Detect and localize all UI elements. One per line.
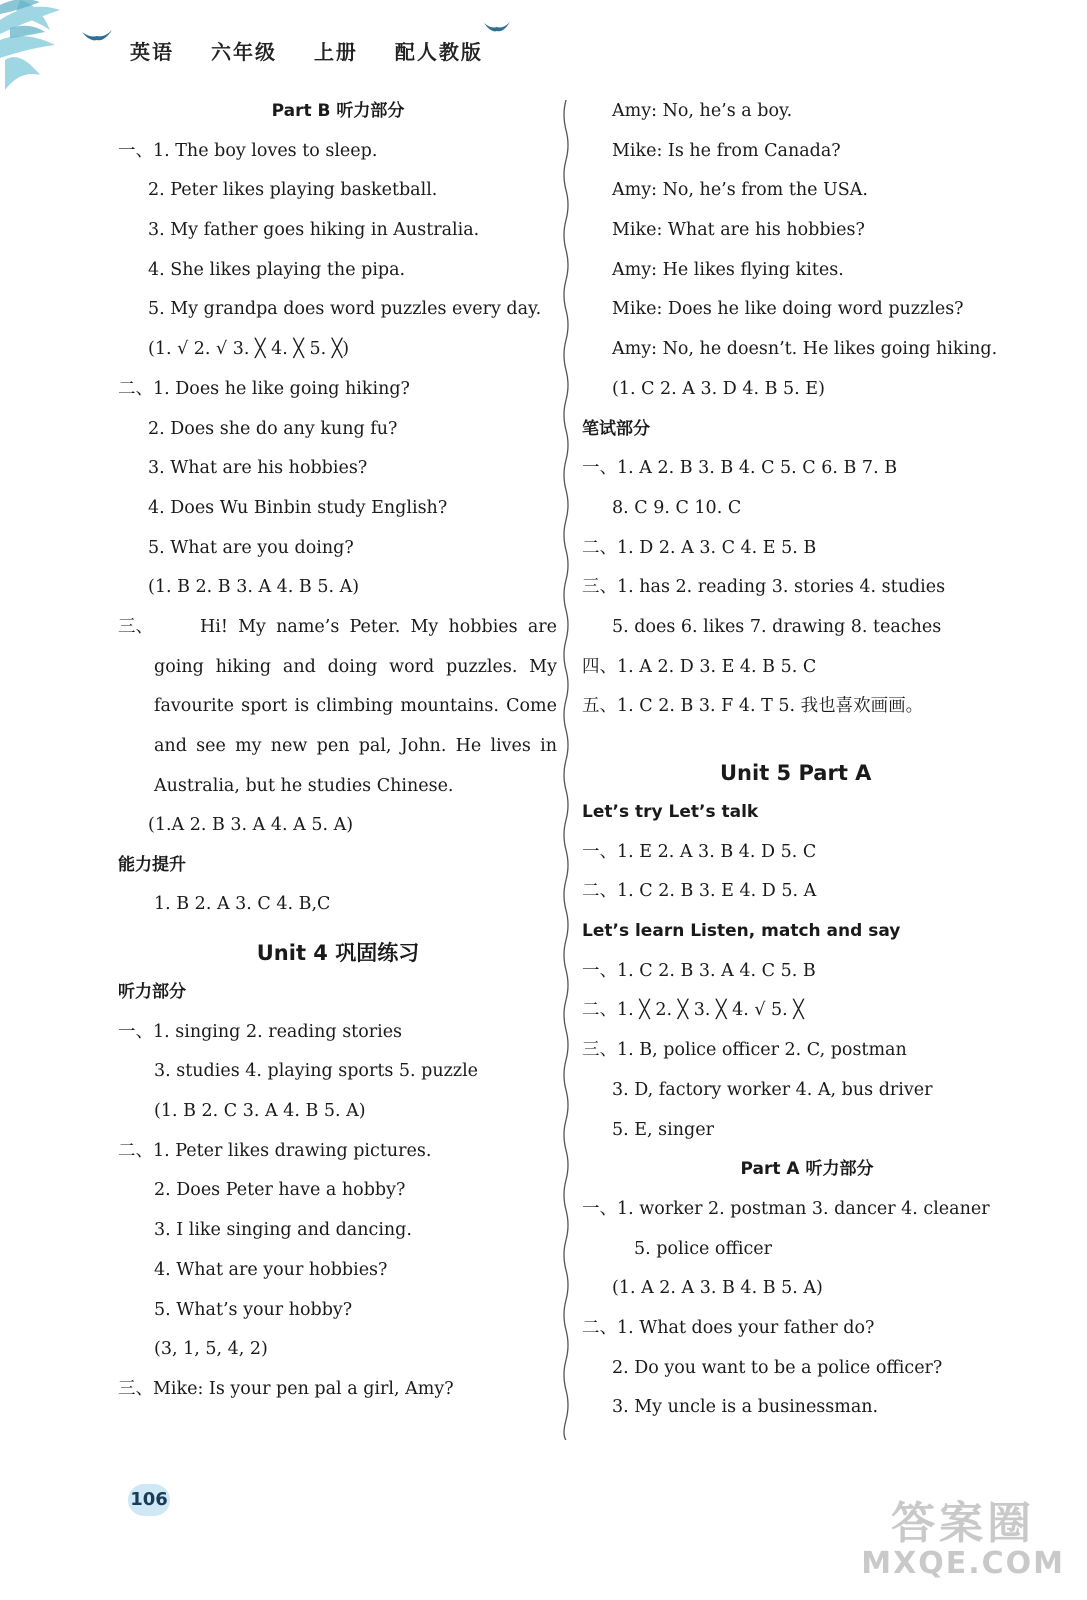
left-column [118, 92, 558, 1410]
section-title: Part B 听力部分 [271, 101, 405, 121]
answer-line: 1. B 2. A 3. C 4. B,C [154, 894, 331, 915]
answer-line: 四、1. A 2. D 3. E 4. B 5. C [582, 656, 817, 677]
answer-line: 2. Do you want to be a police officer? [612, 1357, 943, 1378]
dialog-line: Amy: No, he’s a boy. [612, 101, 793, 121]
answer-line: 4. Does Wu Binbin study English? [148, 497, 448, 518]
header-edition: 配人教版 [394, 40, 483, 64]
page-header [0, 0, 600, 100]
watermark-logo-text: 答案圈 [891, 1498, 1036, 1549]
answer-line: 5. police officer [634, 1238, 773, 1259]
answer-line: (1. C 2. A 3. D 4. B 5. E) [612, 378, 825, 399]
answer-line: 5. What are you doing? [148, 537, 354, 558]
dialog-line: Mike: Does he like doing word puzzles? [612, 299, 964, 320]
header-grade: 六年级 [210, 40, 277, 64]
answer-line: 4. She likes playing the pipa. [148, 259, 406, 280]
answer-line: 5. What’s your hobby? [154, 1299, 353, 1320]
answer-line: 5. does 6. likes 7. drawing 8. teaches [612, 616, 942, 637]
answer-line: 二、1. D 2. A 3. C 4. E 5. B [582, 537, 817, 558]
section-title: Let’s try Let’s talk [582, 802, 759, 822]
answer-line: 二、1. Peter likes drawing pictures. [118, 1140, 432, 1161]
header-title [130, 36, 511, 65]
answer-line: 一、1. E 2. A 3. B 4. D 5. C [582, 841, 817, 862]
section-title: Part A 听力部分 [740, 1159, 874, 1180]
answer-line: (1.A 2. B 3. A 4. A 5. A) [148, 814, 354, 835]
watermark [861, 1500, 1065, 1580]
answer-line: 3. My uncle is a businessman. [612, 1397, 879, 1418]
answer-line: 一、1. worker 2. postman 3. dancer 4. cleaner [582, 1198, 990, 1219]
answer-line: 3. I like singing and dancing. [154, 1220, 412, 1241]
answer-line: 一、1. singing 2. reading stories [118, 1021, 403, 1042]
answer-line: 8. C 9. C 10. C [612, 497, 742, 518]
answer-line: 3. D, factory worker 4. A, bus driver [612, 1079, 933, 1100]
answer-line: 五、1. C 2. B 3. F 4. T 5. 我也喜欢画画。 [582, 696, 924, 717]
answer-line: (1. √ 2. √ 3. ╳ 4. ╳ 5. ╳) [148, 339, 350, 360]
right-column [582, 92, 1032, 1428]
unit-title: Unit 4 巩固练习 [256, 941, 420, 965]
answer-line: 5. My grandpa does word puzzles every day. [148, 299, 542, 320]
spacer [582, 727, 1032, 745]
answer-line: 3. My father goes hiking in Australia. [148, 220, 480, 241]
answer-line: (1. B 2. C 3. A 4. B 5. A) [154, 1101, 366, 1122]
page-number: 106 [128, 1484, 170, 1516]
answer-line: 4. What are your hobbies? [154, 1259, 388, 1280]
dialog-line: Amy: He likes flying kites. [612, 259, 844, 280]
unit-title: Unit 5 Part A [720, 761, 872, 785]
header-subject: 英语 [130, 40, 174, 64]
column-divider [560, 100, 572, 1440]
answer-line: 三、1. B, police officer 2. C, postman [582, 1040, 907, 1061]
passage-label: 三、 [118, 616, 153, 637]
passage-block [118, 608, 558, 806]
answer-line: 一、1. C 2. B 3. A 4. C 5. B [582, 960, 816, 981]
answer-line: 二、1. ╳ 2. ╳ 3. ╳ 4. √ 5. ╳ [582, 1000, 804, 1021]
dialog-line: Amy: No, he’s from the USA. [612, 180, 868, 201]
answer-line: 二、1. C 2. B 3. E 4. D 5. A [582, 881, 817, 902]
answer-line: 一、1. A 2. B 3. B 4. C 5. C 6. B 7. B [582, 458, 898, 479]
answer-line: (1. A 2. A 3. B 4. B 5. A) [612, 1278, 823, 1299]
answer-line: 一、1. The boy loves to sleep. [118, 140, 378, 161]
dialog-line: Amy: No, he doesn’t. He likes going hiking. [612, 339, 998, 360]
answer-line: 三、1. has 2. reading 3. stories 4. studies [582, 577, 946, 598]
answer-line: 二、1. Does he like going hiking? [118, 378, 410, 399]
answer-line: 2. Does she do any kung fu? [148, 418, 398, 439]
answer-line: 三、Mike: Is your pen pal a girl, Amy? [118, 1378, 454, 1399]
answer-line: (3, 1, 5, 4, 2) [154, 1339, 268, 1360]
watermark-url: MXQE.COM [861, 1546, 1065, 1581]
answer-line: 2. Peter likes playing basketball. [148, 180, 438, 201]
palm-leaf-icon [0, 0, 120, 100]
section-title: 听力部分 [118, 982, 186, 1002]
answer-line: (1. B 2. B 3. A 4. B 5. A) [148, 577, 360, 598]
bird-icon [80, 28, 114, 48]
dialog-line: Mike: What are his hobbies? [612, 220, 865, 241]
answer-line: 二、1. What does your father do? [582, 1317, 875, 1338]
dialog-line: Mike: Is he from Canada? [612, 140, 841, 161]
header-volume: 上册 [313, 40, 358, 64]
passage-text: Hi! My name’s Peter. My hobbies are going hiking and doing word puzzles. My favourite sport is climbing mountains. Come and see my new pen pal, John. He lives in Australia, but he studies Chinese. [154, 616, 557, 796]
answer-line: 3. studies 4. playing sports 5. puzzle [154, 1061, 479, 1082]
answer-line: 2. Does Peter have a hobby? [154, 1180, 406, 1201]
answer-line: 3. What are his hobbies? [148, 458, 368, 479]
section-title: 能力提升 [118, 854, 186, 875]
section-title: Let’s learn Listen, match and say [582, 921, 901, 942]
answer-line: 5. E, singer [612, 1119, 714, 1140]
section-title: 笔试部分 [582, 418, 650, 439]
